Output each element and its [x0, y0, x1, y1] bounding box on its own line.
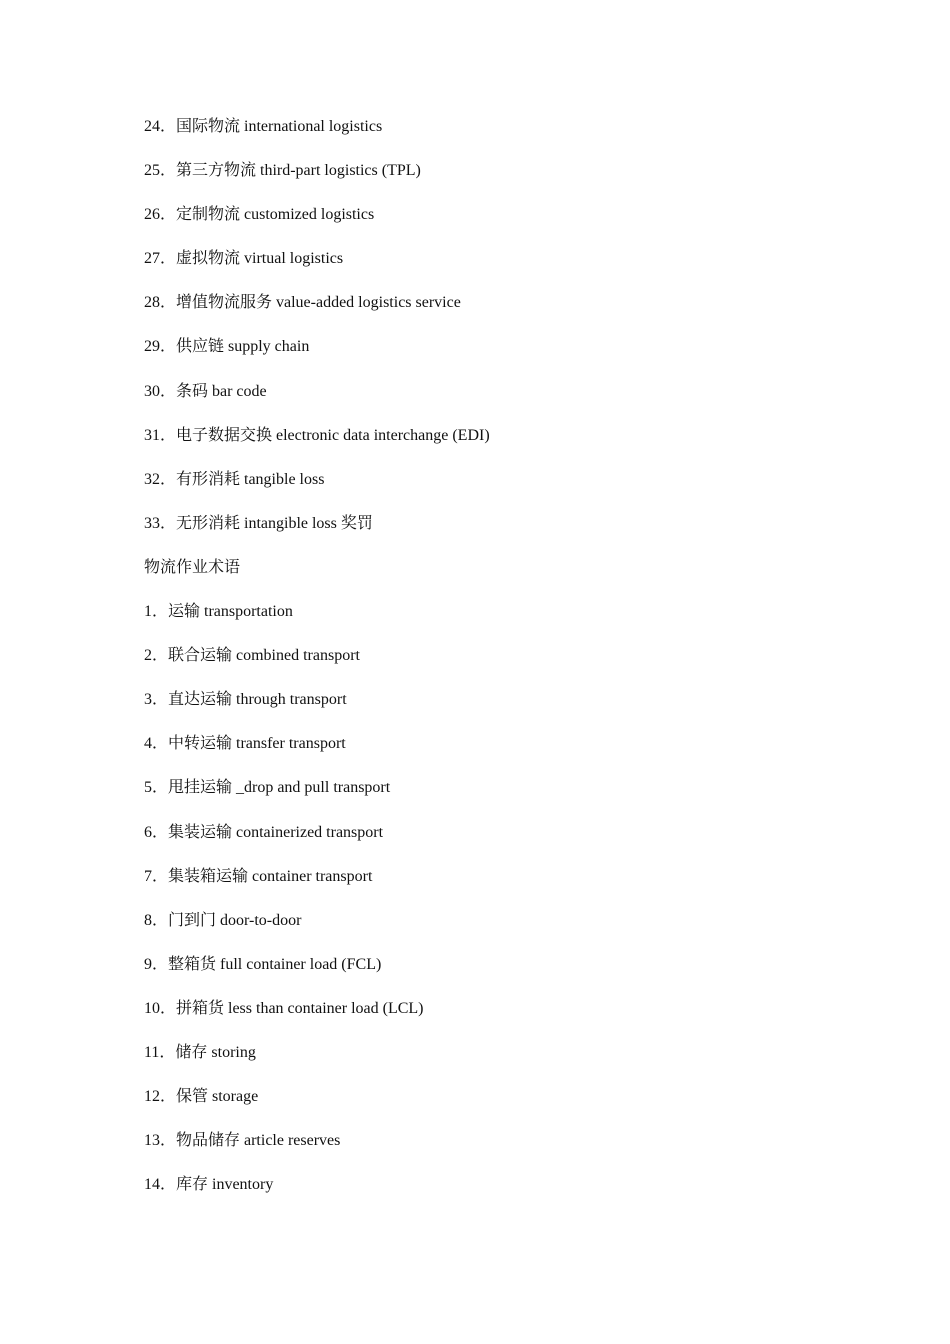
glossary-entry-13: 13．物品储存 article reserves [144, 1132, 341, 1150]
glossary-entry-33: 33．无形消耗 intangible loss 奖罚 [144, 514, 373, 532]
glossary-entry-1: 1．运输 transportation [144, 603, 293, 621]
glossary-entry-12: 12．保管 storage [144, 1088, 259, 1106]
glossary-entry-29: 29．供应链 supply chain [144, 338, 310, 356]
glossary-entry-31: 31．电子数据交换 electronic data interchange (EDI) [144, 426, 490, 444]
glossary-entry-8: 8．门到门 door-to-door [144, 911, 302, 929]
glossary-entry-25: 25．第三方物流 third-part logistics (TPL) [144, 162, 421, 180]
glossary-entry-7: 7．集装箱运输 container transport [144, 867, 373, 885]
glossary-entry-10: 10．拼箱货 less than container load (LCL) [144, 999, 424, 1017]
glossary-entry-30: 30．条码 bar code [144, 382, 267, 400]
glossary-entry-32: 32．有形消耗 tangible loss [144, 470, 325, 488]
glossary-entry-9: 9．整箱货 full container load (FCL) [144, 955, 382, 973]
section-heading: 物流作业术语 [144, 558, 241, 576]
glossary-list [144, 114, 864, 1216]
glossary-entry-26: 26．定制物流 customized logistics [144, 206, 375, 224]
glossary-entry-2: 2．联合运输 combined transport [144, 647, 360, 665]
glossary-entry-4: 4．中转运输 transfer transport [144, 735, 346, 753]
glossary-entry-28: 28．增值物流服务 value-added logistics service [144, 294, 461, 312]
glossary-entry-27: 27．虚拟物流 virtual logistics [144, 250, 344, 268]
glossary-entry-5: 5．甩挂运输 _drop and pull transport [144, 779, 391, 797]
glossary-entry-11: 11．储存 storing [144, 1043, 256, 1061]
glossary-entry-3: 3．直达运输 through transport [144, 691, 347, 709]
glossary-entry-14: 14．库存 inventory [144, 1176, 274, 1194]
glossary-entry-6: 6．集装运输 containerized transport [144, 823, 384, 841]
glossary-entry-24: 24．国际物流 international logistics [144, 118, 383, 135]
